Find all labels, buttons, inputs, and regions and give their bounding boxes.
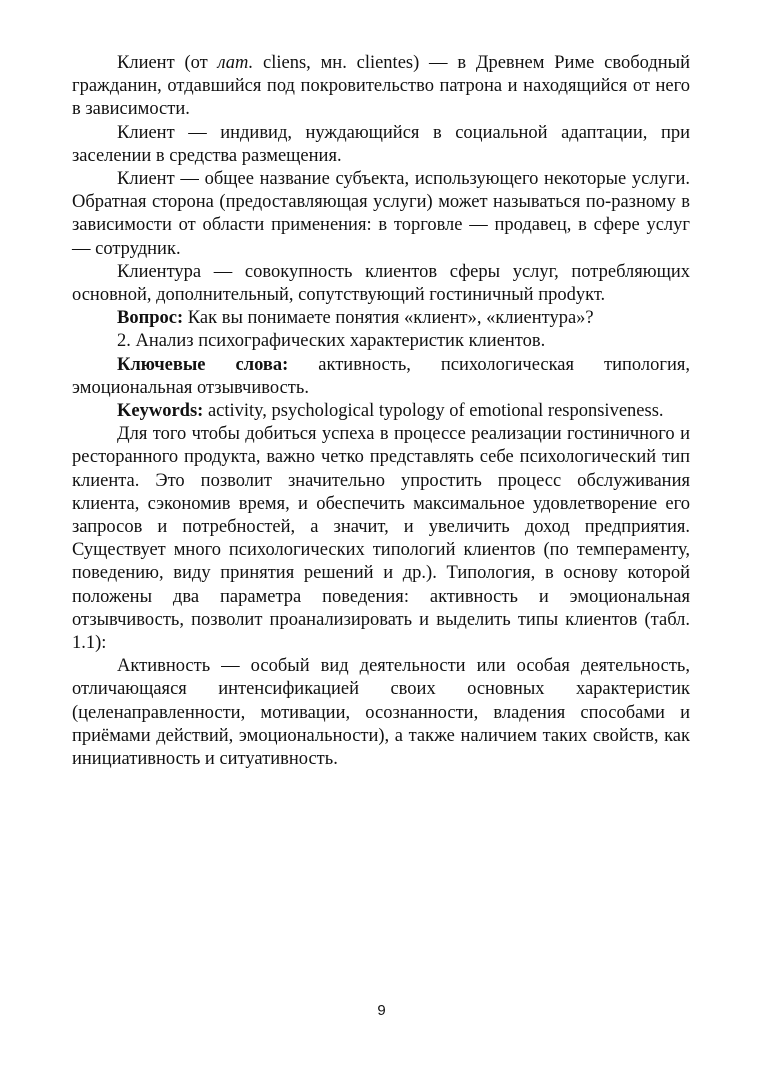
paragraph-activity: Активность — особый вид деятельности или особая деятельность, отличающаяся интенсификацией своих основных характеристик (целенаправленности, мотивации, осознанности, владения способами и приёмами действий, эмоциональности), а также наличием таких свойств, как инициативность и ситуативность. [72, 656, 690, 770]
paragraph-client-social: Клиент — индивид, нуждающийся в социальной адаптации, при заселении в средства размещения. [72, 122, 690, 166]
paragraph-typology: Для того чтобы добиться успеха в процессе реализации гостиничного и ресторанного продукта, важно четко представлять себе психологический тип клиента. Это позволит значительно упростить процесс обслуживания клиента, сэкономив время, и обеспечить максимальное удовлетворение его запросов и потребностей, а значит, и увеличить доход предприятия. Существует много психологических типологий клиентов (по темпераменту, поведению, виду принятия решений и др.). Типология, в основу которой положены два параметра поведения: активность и эмоциональная отзывчивость, позволит проанализировать и выделить типы клиентов (табл. 1.1): [72, 424, 690, 654]
client-rome-rest: cliens, мн. clientes) — в Древнем Риме свободный гражданин, отдавшийся под покровительство патрона и находящийся от него в зависимости. [72, 53, 690, 120]
keywords-en-label: Keywords: [117, 401, 204, 422]
paragraph-client-rome [72, 52, 690, 122]
question-text: Как вы понимаете понятия «клиент», «клиентура»? [183, 308, 594, 329]
client-rome-lead: Клиент (от [117, 53, 218, 73]
paragraph-client-general: Клиент — общее название субъекта, использующего некоторые услуги. Обратная сторона (предоставляющая услуги) может называться по-разному в зависимости от области применения: в торговле — продавец, в сфере услуг — сотрудник. [72, 169, 690, 259]
keywords-en-text: activity, psychological typology of emotional responsiveness. [203, 401, 664, 422]
paragraph-question [72, 307, 690, 330]
question-label: Вопрос: [117, 308, 184, 329]
paragraph-keywords-en [72, 400, 690, 423]
section-heading: 2. Анализ психографических характеристик клиентов. [117, 331, 546, 352]
keywords-ru-text: активность, психологическая типология, эмоциональная отзывчивость. [72, 354, 690, 398]
page-number: 9 [377, 1002, 386, 1019]
paragraph-keywords-ru [72, 354, 690, 400]
document-page [72, 52, 690, 771]
keywords-ru-label: Ключевые слова: [117, 354, 289, 375]
paragraph-clientele: Клиентура — совокупность клиентов сферы услуг, потребляющих основной, дополнительный, сопутствующий гостиничный проdукт. [72, 261, 690, 306]
latin-abbreviation: лат. [217, 53, 254, 73]
